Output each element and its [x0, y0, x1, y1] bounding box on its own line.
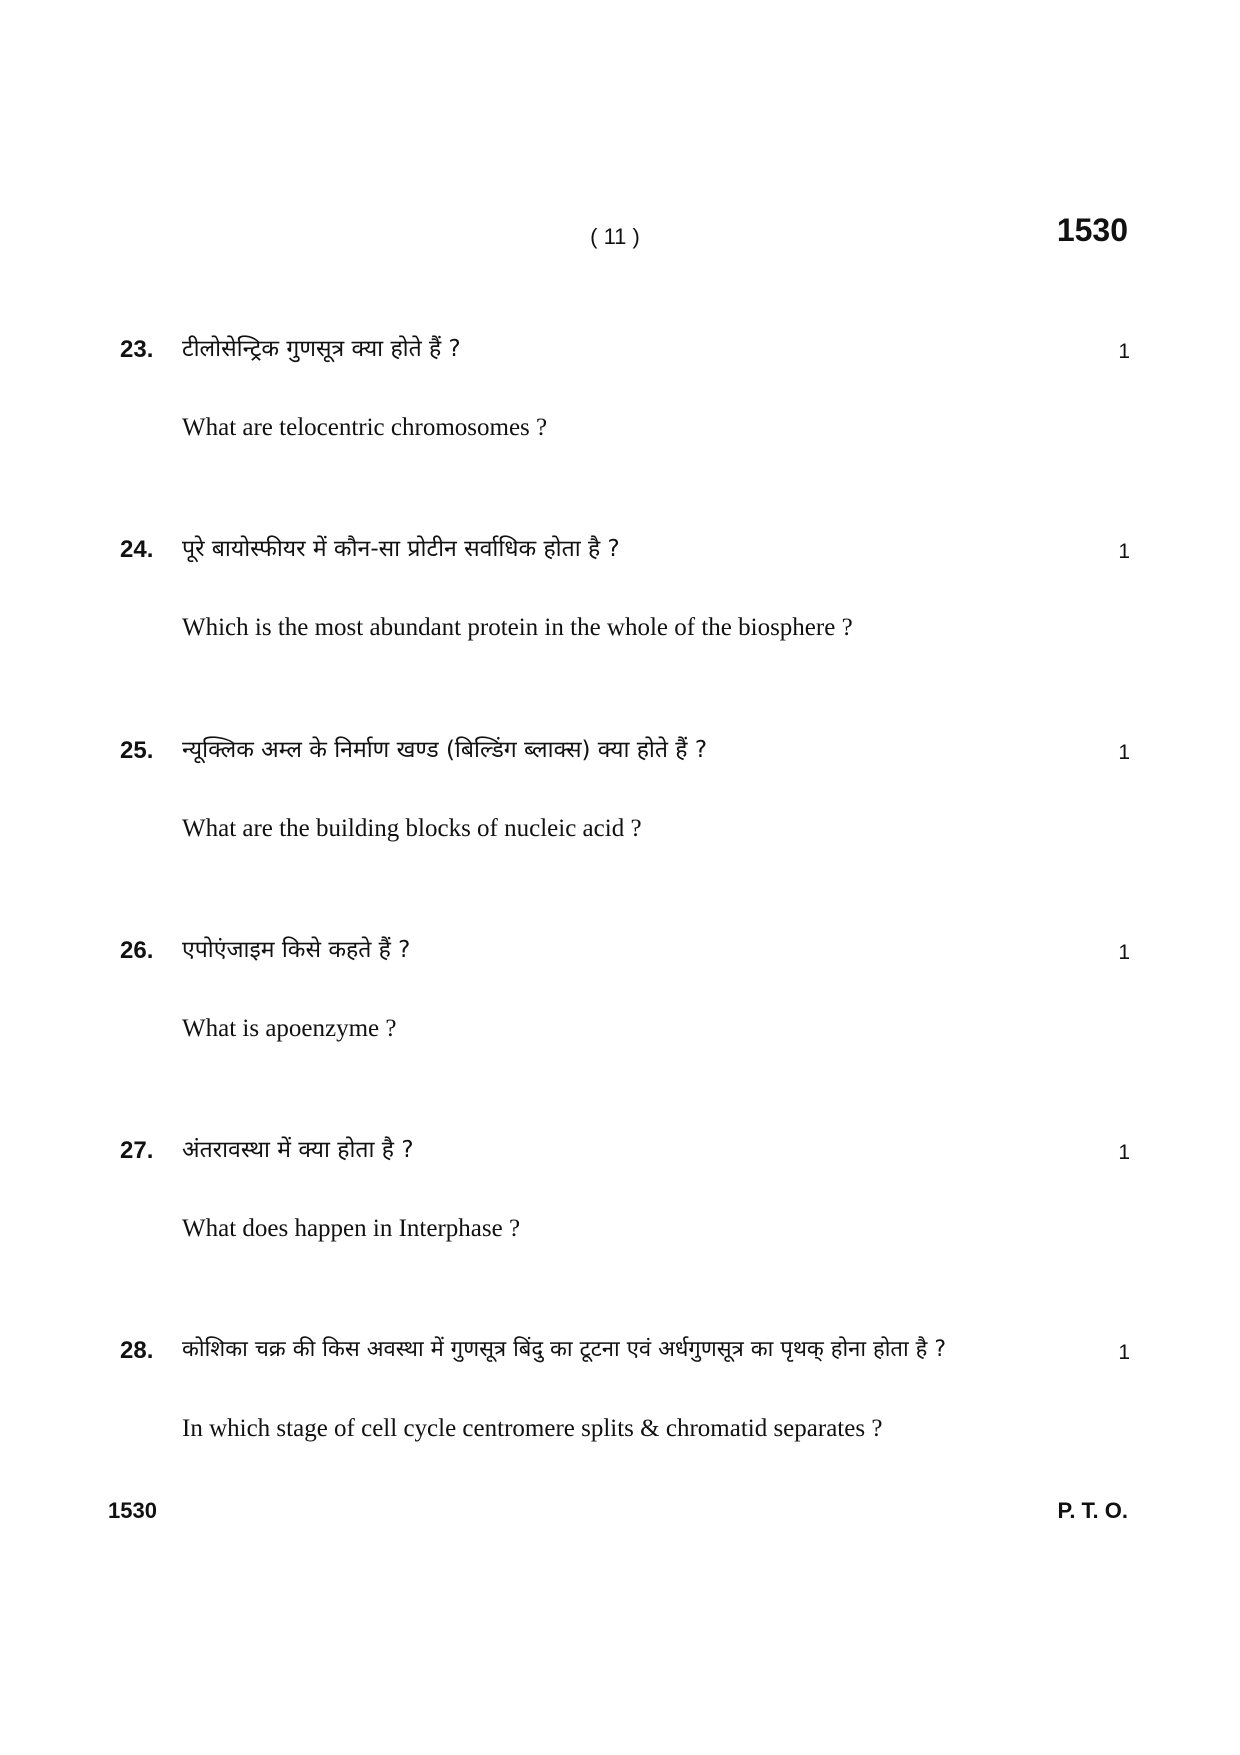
question-number: 24.	[120, 536, 154, 563]
question-text-hindi: अंतरावस्था में क्या होता है ?	[182, 1137, 414, 1163]
question-text-hindi: कोशिका चक्र की किस अवस्था में गुणसूत्र बिंदु का टूटना एवं अर्धगुणसूत्र का पृथक् होना होता है ?	[182, 1337, 947, 1362]
question-text-hindi: एपोएंजाइम किसे कहते हैं ?	[182, 937, 411, 963]
question-marks: 1	[1118, 741, 1130, 764]
question-marks: 1	[1118, 1341, 1130, 1364]
paper-code-header: 1530	[1056, 212, 1128, 248]
question-25	[120, 734, 1130, 854]
question-text-english: What is apoenzyme ?	[182, 1015, 397, 1042]
question-24	[120, 533, 1130, 653]
question-text-hindi: टीलोसेन्ट्रिक गुणसूत्र क्या होते हैं ?	[182, 336, 461, 362]
page-number: ( 11 )	[590, 224, 640, 249]
question-text-english: What are telocentric chromosomes ?	[182, 414, 548, 441]
question-number: 23.	[120, 336, 154, 363]
question-number: 28.	[120, 1337, 154, 1364]
question-23	[120, 333, 1130, 453]
question-number: 26.	[120, 937, 154, 964]
question-27	[120, 1134, 1130, 1254]
question-number: 25.	[120, 737, 154, 764]
question-text-hindi: पूरे बायोस्फीयर में कौन-सा प्रोटीन सर्वाधिक होता है ?	[182, 536, 620, 562]
question-text-english: What are the building blocks of nucleic acid ?	[182, 815, 642, 842]
footer-pto: P. T. O.	[1057, 1498, 1128, 1523]
question-text-english: What does happen in Interphase ?	[182, 1215, 521, 1242]
footer-paper-code: 1530	[108, 1498, 157, 1523]
question-marks: 1	[1118, 340, 1130, 363]
question-text-english: Which is the most abundant protein in the whole of the biosphere ?	[182, 614, 853, 641]
question-26	[120, 934, 1130, 1054]
question-28	[120, 1334, 1130, 1454]
question-marks: 1	[1118, 941, 1130, 964]
question-number: 27.	[120, 1137, 154, 1164]
question-text-english: In which stage of cell cycle centromere splits & chromatid separates ?	[182, 1415, 883, 1442]
question-marks: 1	[1118, 1141, 1130, 1164]
question-marks: 1	[1118, 540, 1130, 563]
question-text-hindi: न्यूक्लिक अम्ल के निर्माण खण्ड (बिल्डिंग ब्लाक्स) क्या होते हैं ?	[182, 737, 708, 763]
